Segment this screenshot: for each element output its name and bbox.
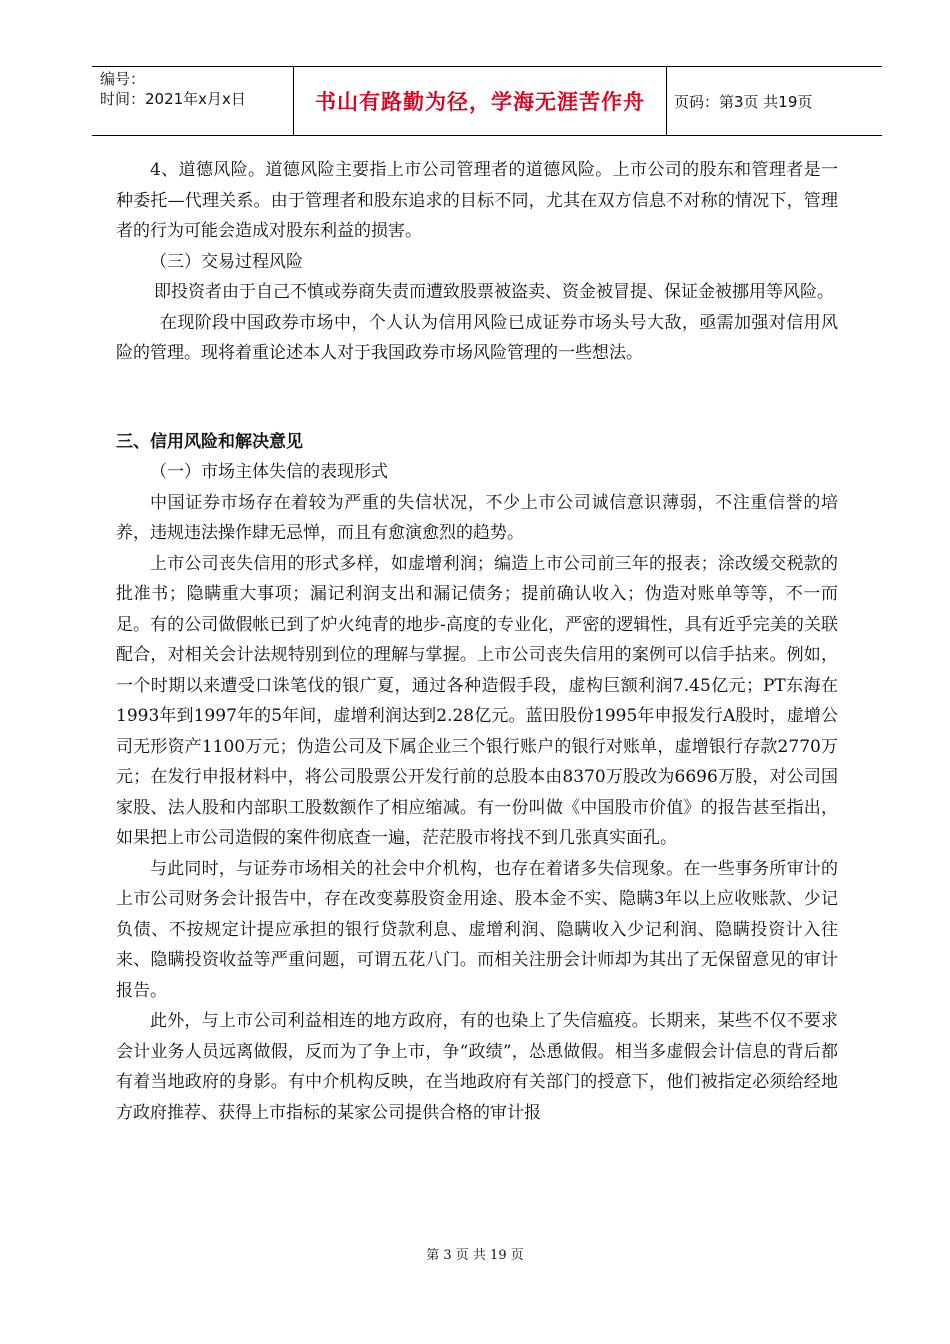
paragraph: 中国证券市场存在着较为严重的失信状况，不少上市公司诚信意识薄弱，不注重信誉的培养，违规违法操作肆无忌惮，而且有愈演愈烈的趋势。 (116, 492, 838, 543)
paragraph: 4、道德风险。道德风险主要指上市公司管理者的道德风险。上市公司的股东和管理者是一种委托—代理关系。由于管理者和股东追求的目标不同，尤其在双方信息不对称的情况下，管理者的行为可能会造成对股东利益的损害。 (116, 160, 838, 241)
paragraph: 在现阶段中国政券市场中，个人认为信用风险已成证券市场头号大敌，亟需加强对信用风险的管理。现将着重论述本人对于我国政券市场风险管理的一些想法。 (116, 312, 838, 363)
header-table (92, 66, 882, 136)
spacer (116, 369, 838, 427)
header-divider (666, 67, 667, 135)
header-page-number: 页码：第3页 共19页 (674, 92, 813, 111)
header-motto: 书山有路勤为径，学海无涯苦作舟 (315, 90, 645, 114)
document-body (116, 155, 838, 1128)
paragraph: 与此同时，与证券市场相关的社会中介机构，也存在着诸多失信现象。在一些事务所审计的上市公司财务会计报告中，存在改变募股资金用途、股本金不实、隐瞒3年以上应收账款、少记负债、不按规定计提应承担的银行贷款利息、虚增利润、隐瞒收入少记利润、隐瞒投资计入往来、隐瞒投资收益等严重问题，可谓五花八门。而相关注册会计师却为其出了无保留意见的审计报告。 (116, 858, 838, 1001)
page-footer: 第 3 页 共 19 页 (426, 1248, 524, 1263)
paragraph: 上市公司丧失信用的形式多样，如虚增利润；编造上市公司前三年的报表；涂改缓交税款的批准书；隐瞒重大事项；漏记利润支出和漏记债务；提前确认收入；伪造对账单等等，不一而足。有的公司做假帐已到了炉火纯青的地步-高度的专业化，严密的逻辑性，具有近乎完美的关联配合，对相关会计法规特别到位的理解与掌握。上市公司丧失信用的案例可以信手拈来。例如，一个时期以来遭受口诛笔伐的银广夏，通过各种造假手段，虚构巨额利润7.45亿元；PT东海在1993年到1997年的5年间，虚增利润达到2.28亿元。蓝田股份1995年申报发行A股时，虚增公司无形资产1100万元；伪造公司及下属企业三个银行账户的银行对账单，虚增银行存款2770万元；在发行申报材料中，将公司股票公开发行前的总股本由8370万股改为6696万股，对公司国家股、法人股和内部职工股数额作了相应缩减。有一份叫做《中国股市价值》的报告甚至指出，如果把上市公司造假的案件彻底查一遍，茫茫股市将找不到几张真实面孔。 (116, 553, 838, 848)
section-heading: 三、信用风险和解决意见 (116, 431, 303, 452)
subheading: （三）交易过程风险 (150, 251, 303, 272)
paragraph: 即投资者由于自己不慎或券商失责而遭致股票被盗卖、资金被冒提、保证金被挪用等风险。 (154, 282, 834, 302)
header-divider (293, 67, 294, 135)
paragraph: 此外，与上市公司利益相连的地方政府，有的也染上了失信瘟疫。长期来，某些不仅不要求会计业务人员远离做假，反而为了争上市，争“政绩”，怂恿做假。相当多虚假会计信息的背后都有着当地政府的身影。有中介机构反映，在当地政府有关部门的授意下，他们被指定必须给经地方政府推荐、获得上市指标的某家公司提供合格的审计报 (116, 1011, 838, 1123)
header-number: 编号： (100, 70, 146, 88)
header-info (100, 69, 290, 109)
header-time: 时间：2021年x月x日 (100, 90, 246, 108)
subheading: （一）市场主体失信的表现形式 (150, 462, 388, 482)
